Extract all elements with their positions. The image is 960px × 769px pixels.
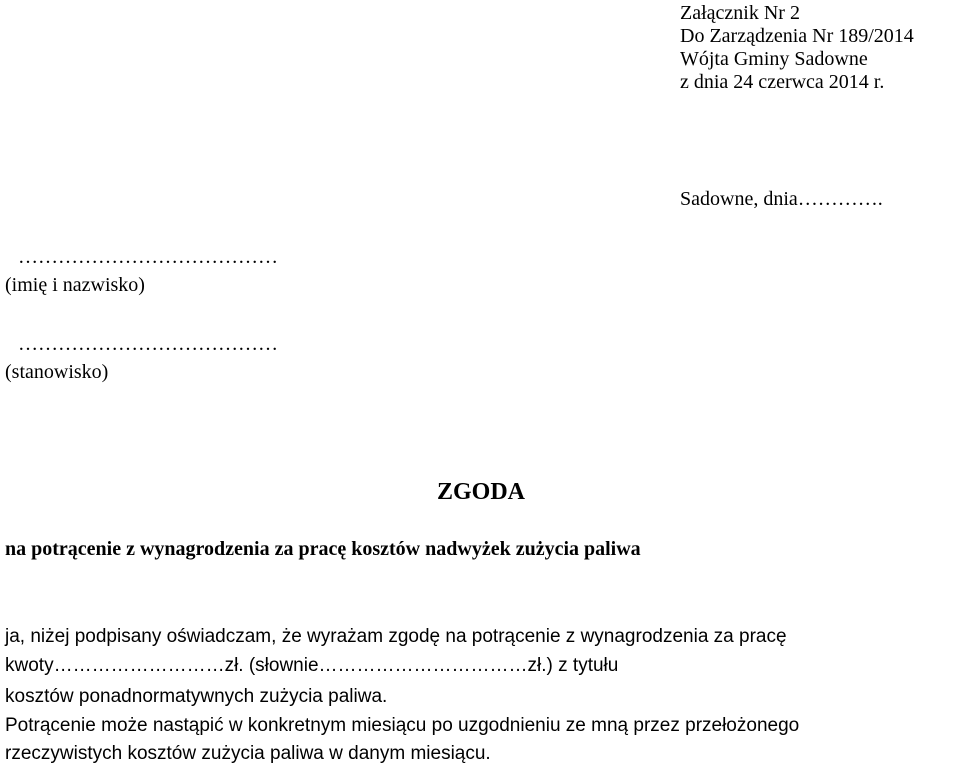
order-date: z dnia 24 czerwca 2014 r. [680,71,885,93]
place-and-date: Sadowne, dnia…………. [680,188,883,210]
attachment-number: Załącznik Nr 2 [680,2,800,24]
name-label: (imię i nazwisko) [5,274,145,296]
name-dotted-line: ………………………………… [18,246,278,268]
body-line-5: rzeczywistych kosztów zużycia paliwa w danym miesiącu. [5,743,491,764]
issuing-authority: Wójta Gminy Sadowne [680,48,868,70]
body-line-4: Potrącenie może nastąpić w konkretnym miesiącu po uzgodnieniu ze mną przez przełożonego [5,715,800,736]
order-reference: Do Zarządzenia Nr 189/2014 [680,25,914,47]
document-subtitle: na potrącenie z wynagrodzenia za pracę kosztów nadwyżek zużycia paliwa [5,538,641,560]
body-line-2: kwoty………………………zł. (słownie……………………………zł.) z tytułu [5,655,619,676]
document-title: ZGODA [437,479,526,505]
position-label: (stanowisko) [5,361,109,383]
position-dotted-line: ………………………………… [18,333,278,355]
body-line-1: ja, niżej podpisany oświadczam, że wyrażam zgodę na potrącenie z wynagrodzenia za pracę [5,626,787,647]
body-line-3: kosztów ponadnormatywnych zużycia paliwa. [5,686,388,707]
